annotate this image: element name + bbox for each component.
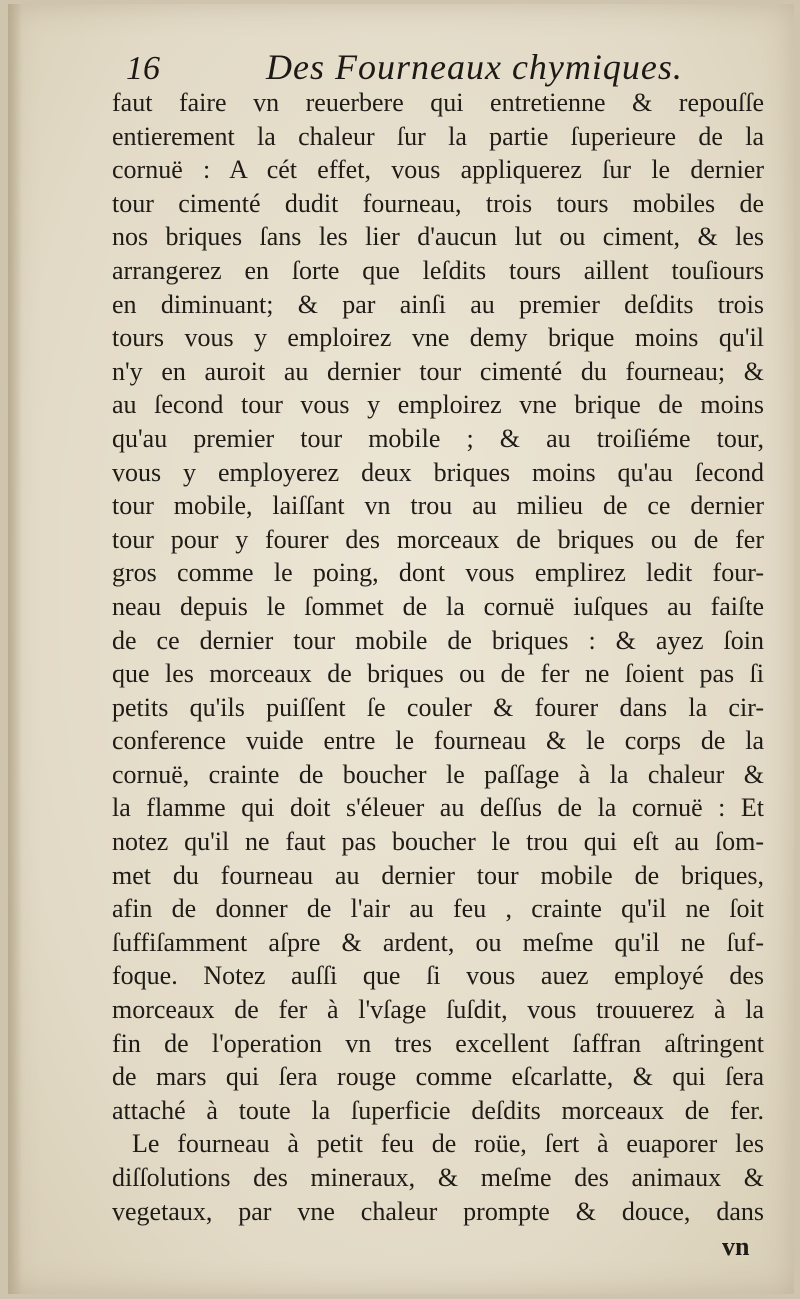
text-line: petits qu'ils puiſſent ſe couler & fourer dans la cir- — [112, 692, 764, 722]
text-line: morceaux de fer à l'vſage ſuſdit, vous trouuerez à la — [112, 995, 764, 1025]
text-line: faut faire vn reuerbere qui entretienne & repouſſe — [112, 88, 764, 117]
text-line: au ſecond tour vous y emploirez vne brique de moins — [112, 390, 764, 420]
text-line: tours vous y emploirez vne demy brique moins qu'il — [112, 323, 764, 353]
text-line: entierement la chaleur ſur la partie ſuperieure de la — [112, 121, 764, 151]
text-line: afin de donner de l'air au feu , crainte qu'il ne ſoit — [112, 894, 764, 924]
text-line: conference vuide entre le fourneau & le corps de la — [112, 726, 764, 756]
catchword: vn — [722, 1232, 750, 1261]
text-line: de ce dernier tour mobile de briques : & ayez ſoin — [112, 625, 764, 655]
paragraph-start-line: Le fourneau à petit feu de roüe, ſert à euaporer les — [132, 1129, 764, 1159]
text-line: diſſolutions des mineraux, & meſme des animaux & — [112, 1163, 764, 1192]
text-line: notez qu'il ne faut pas boucher le trou qui eſt au ſom- — [112, 827, 764, 857]
text-line: que les morceaux de briques ou de fer ne ſoient pas ſi — [112, 659, 764, 689]
text-line: cornuë : A cét effet, vous appliquerez ſur le dernier — [112, 155, 764, 185]
text-line: nos briques ſans les lier d'aucun lut ou ciment, & les — [112, 222, 764, 252]
text-line: vegetaux, par vne chaleur prompte & douce, dans — [112, 1196, 764, 1226]
text-line: tour pour y fourer des morceaux de briques ou de fer — [112, 524, 764, 554]
page-number: 16 — [126, 50, 160, 87]
running-title: Des Fourneaux chymiques. — [266, 47, 683, 87]
text-line: qu'au premier tour mobile ; & au troiſiéme tour, — [112, 423, 764, 453]
text-line: neau depuis le ſommet de la cornuë iuſques au faiſte — [112, 591, 764, 621]
text-line: met du fourneau au dernier tour mobile de briques, — [112, 860, 764, 890]
text-line: de mars qui ſera rouge comme eſcarlatte, & qui ſera — [112, 1062, 764, 1092]
text-line: foque. Notez auſſi que ſi vous auez employé des — [112, 961, 764, 991]
text-line: arrangerez en ſorte que leſdits tours aillent touſiours — [112, 255, 764, 285]
text-line: cornuë, crainte de boucher le paſſage à la chaleur & — [112, 759, 764, 789]
text-line: n'y en auroit au dernier tour cimenté du fourneau; & — [112, 356, 764, 386]
body-text — [112, 86, 764, 1228]
text-line: tour mobile, laiſſant vn trou au milieu de ce dernier — [112, 491, 764, 521]
text-line: tour cimenté dudit fourneau, trois tours mobiles de — [112, 188, 764, 218]
text-line: la flamme qui doit s'éleuer au deſſus de la cornuë : Et — [112, 793, 764, 823]
text-line: attaché à toute la ſuperficie deſdits morceaux de fer. — [112, 1095, 764, 1125]
text-line: en diminuant; & par ainſi au premier deſdits trois — [112, 289, 764, 319]
page-fold-shadow — [8, 4, 22, 1294]
text-line: gros comme le poing, dont vous emplirez ledit four- — [112, 558, 764, 588]
text-line: ſuffiſamment aſpre & ardent, ou meſme qu'il ne ſuf- — [112, 927, 764, 957]
text-line: fin de l'operation vn tres excellent ſaffran aſtringent — [112, 1028, 764, 1058]
text-line: vous y employerez deux briques moins qu'au ſecond — [112, 457, 764, 487]
